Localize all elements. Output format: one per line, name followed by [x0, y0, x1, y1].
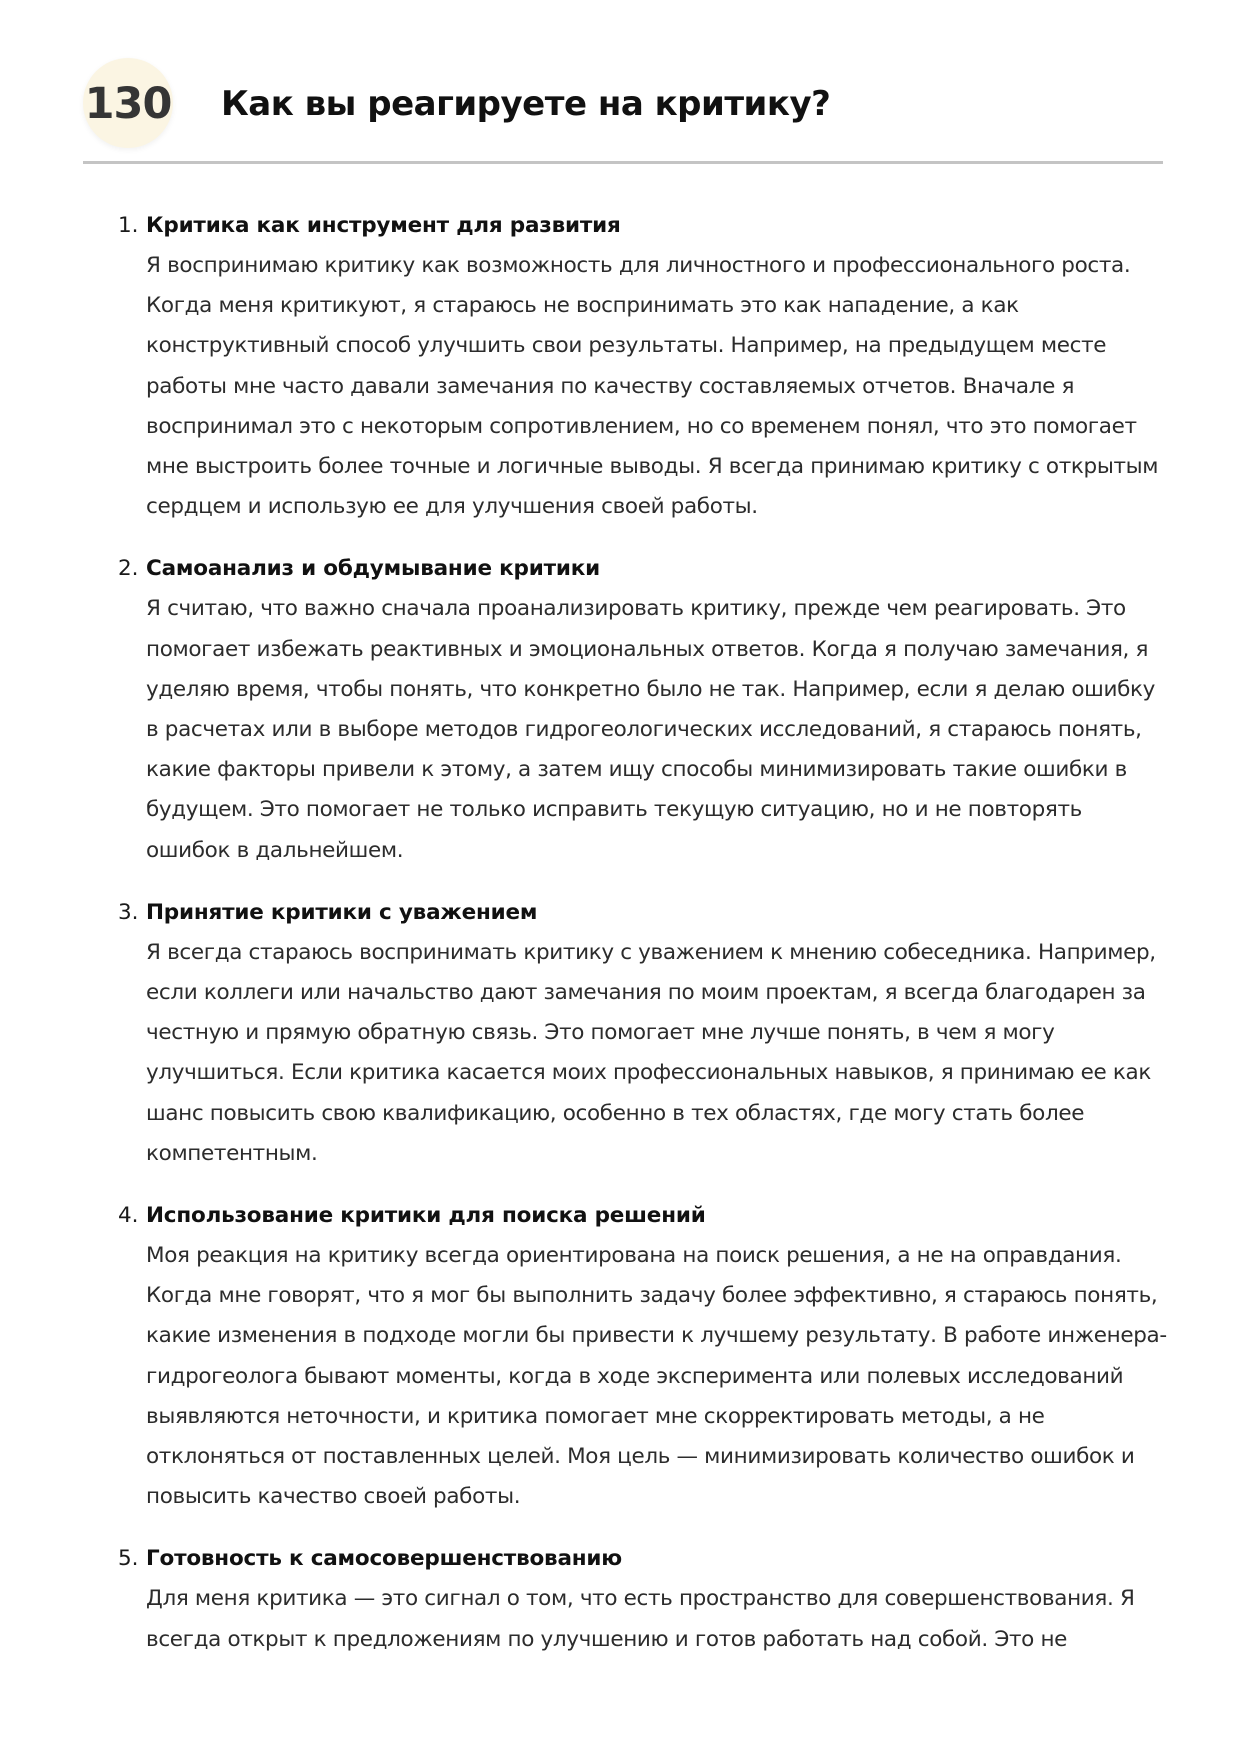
- page-header: [83, 52, 1163, 164]
- list-item: [112, 206, 1172, 527]
- item-number: 4.: [118, 1203, 139, 1229]
- answer-list: [112, 206, 1172, 1682]
- item-body: Я воспринимаю критику как возможность для личностного и профессионального роста. Когда меня критикуют, я стараюсь не воспринимать это как нападение, а как конструктивный способ улучшить свои результаты. Например, на предыдущем месте работы мне часто давали замечания по качеству составляемых отчетов. Вначале я воспринимал это с некоторым сопротивлением, но со временем понял, что это помогает мне выстроить более точные и логичные выводы. Я всегда принимаю критику с открытым сердцем и использую ее для улучшения своей работы.: [146, 253, 1159, 520]
- header-divider: [83, 161, 1163, 164]
- item-number: 3.: [118, 899, 139, 925]
- item-number: 5.: [118, 1546, 139, 1572]
- question-number-badge: [83, 58, 173, 148]
- page-title: Как вы реагируете на критику?: [221, 84, 831, 124]
- item-number: 1.: [118, 213, 139, 238]
- item-body: Я всегда стараюсь воспринимать критику с уважением к мнению собеседника. Например, если коллеги или начальство дают замечания по моим проектам, я всегда благодарен за честную и прямую обратную связь. Это помогает мне лучше понять, в чем я могу улучшиться. Если критика касается моих профессиональных навыков, я принимаю ее как шанс повысить свою квалификацию, особенно в тех областях, где могу стать более компетентным.: [146, 939, 1156, 1166]
- item-body: Моя реакция на критику всегда ориентирована на поиск решения, а не на оправдания. Когда мне говорят, что я мог бы выполнить задачу более эффективно, я стараюсь понять, какие изменения в подходе могли бы привести к лучшему результату. В работе инженера-гидрогеолога бывают моменты, когда в ходе эксперимента или полевых исследований выявляются неточности, и критика помогает мне скорректировать методы, а не отклоняться от поставленных целей. Моя цель — минимизировать количество ошибок и повысить качество своей работы.: [146, 1243, 1167, 1510]
- item-number: 2.: [118, 556, 139, 582]
- question-number: 130: [84, 79, 172, 129]
- list-item: [112, 549, 1172, 870]
- list-item: [112, 893, 1172, 1174]
- item-heading: Самоанализ и обдумывание критики: [146, 556, 600, 582]
- list-item: [112, 1196, 1172, 1517]
- item-heading: Готовность к самосовершенствованию: [146, 1546, 622, 1572]
- item-body: Для меня критика — это сигнал о том, что есть пространство для совершенствования. Я всегда открыт к предложениям по улучшению и готов работать над собой. Это не: [146, 1586, 1135, 1652]
- item-body: Я считаю, что важно сначала проанализировать критику, прежде чем реагировать. Это помогает избежать реактивных и эмоциональных ответов. Когда я получаю замечания, я уделяю время, чтобы понять, что конкретно было не так. Например, если я делаю ошибку в расчетах или в выборе методов гидрогеологических исследований, я стараюсь понять, какие факторы привели к этому, а затем ищу способы минимизировать такие ошибки в будущем. Это помогает не только исправить текущую ситуацию, но и не повторять ошибок в дальнейшем.: [146, 596, 1156, 863]
- item-heading: Использование критики для поиска решений: [146, 1203, 706, 1229]
- item-heading: Критика как инструмент для развития: [146, 213, 621, 238]
- item-heading: Принятие критики с уважением: [146, 899, 538, 925]
- list-item: [112, 1539, 1172, 1659]
